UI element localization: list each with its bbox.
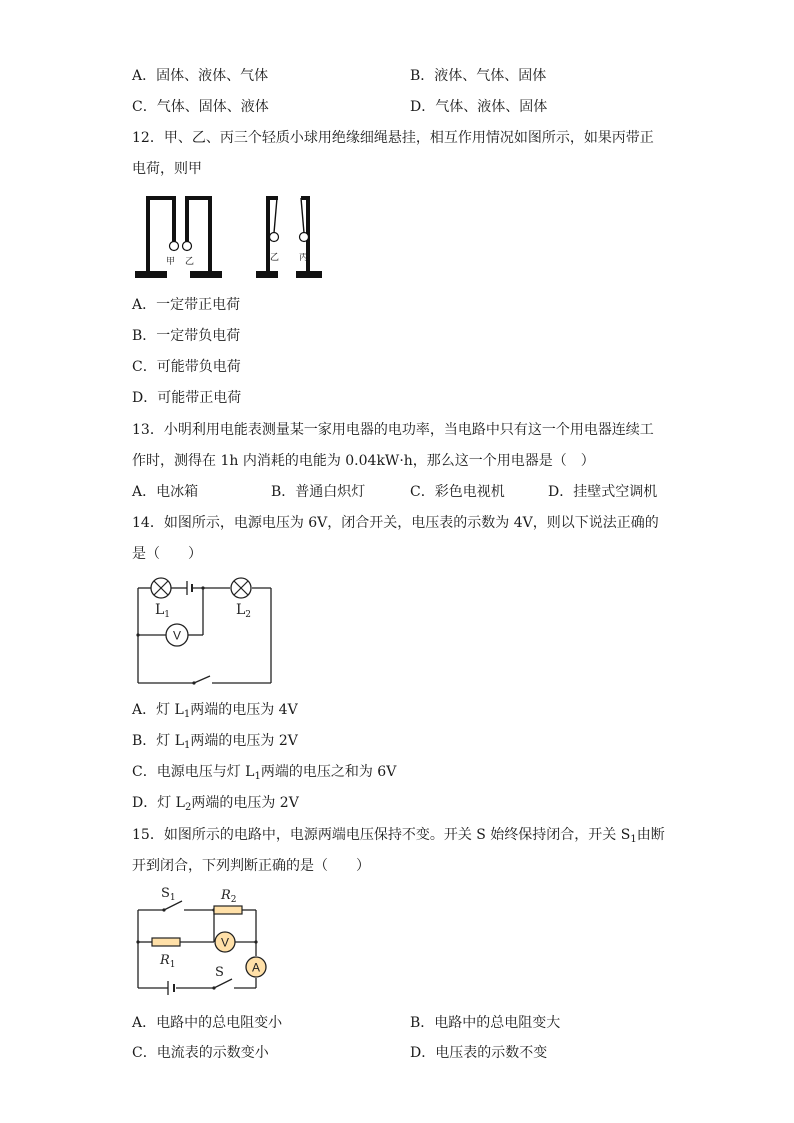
q14-option-c: C．电源电压与灯 $L_1$两端的电压之和为 6V bbox=[132, 764, 397, 782]
q12-option-b: B．一定带负电荷 bbox=[132, 328, 241, 344]
q14-lamp-l2 bbox=[231, 578, 251, 598]
q11-option-c: C．气体、固体、液体 bbox=[132, 99, 269, 115]
q15-circuit-diagram bbox=[130, 882, 280, 1002]
q12-ball-yi2 bbox=[270, 233, 279, 242]
q12-figure-hanging-balls bbox=[130, 190, 340, 285]
q11-option-d: D．气体、液体、固体 bbox=[410, 99, 548, 115]
q13-option-d: D．挂壁式空调机 bbox=[548, 484, 658, 500]
q15-label-s1: $S_1$ bbox=[161, 886, 176, 903]
q12-label-yi: 乙 bbox=[185, 257, 195, 267]
q14-option-d: D．灯 $L_2$两端的电压为 2V bbox=[132, 795, 299, 813]
q12-label-bing: 丙 bbox=[299, 253, 309, 263]
q13-stem-line1: 13．小明利用电能表测量某一家用电器的电功率，当电路中只有这一个用电器连续工 bbox=[132, 422, 654, 438]
q15-option-c: C．电流表的示数变小 bbox=[132, 1045, 269, 1061]
q12-ball-jia bbox=[170, 242, 179, 251]
q13-option-c: C．彩色电视机 bbox=[410, 484, 505, 500]
q14-voltmeter-label: V bbox=[172, 628, 182, 643]
q13-stem-line2: 作时，测得在 1h 内消耗的电能为 0.04kW·h，那么这一个用电器是（ ） bbox=[132, 453, 595, 469]
q14-switch-lever bbox=[194, 676, 210, 683]
q14-lamp-l1 bbox=[151, 578, 171, 598]
q15-voltmeter-label: V bbox=[220, 935, 230, 950]
q12-thread-yi2 bbox=[274, 198, 277, 233]
q14-option-a: A．灯 $L_1$两端的电压为 4V bbox=[132, 702, 298, 720]
q15-resistor-r2 bbox=[214, 906, 242, 914]
q15-ammeter-label: A bbox=[251, 960, 261, 975]
q12-ball-yi bbox=[183, 242, 192, 251]
q12-stem-line1: 12．甲、乙、丙三个轻质小球用绝缘细绳悬挂，相互作用情况如图所示，如果丙带正 bbox=[132, 130, 654, 146]
q14-circuit-diagram bbox=[130, 572, 280, 692]
q12-ball-bing bbox=[300, 233, 309, 242]
q12-thread-bing bbox=[301, 198, 304, 233]
q15-label-s: S bbox=[215, 965, 224, 980]
q12-label-yi2: 乙 bbox=[270, 253, 280, 263]
q12-option-a: A．一定带正电荷 bbox=[132, 297, 241, 313]
q15-resistor-r1 bbox=[152, 938, 180, 946]
q15-label-r2: $R_2$ bbox=[221, 888, 237, 905]
q15-stem-line2: 开到闭合，下列判断正确的是（ ） bbox=[132, 858, 370, 874]
q14-option-b: B．灯 $L_1$两端的电压为 2V bbox=[132, 733, 298, 751]
q14-stem-line2: 是（ ） bbox=[132, 546, 202, 562]
q12-base-left bbox=[135, 271, 167, 278]
q12-base-left2 bbox=[256, 271, 278, 278]
q14-label-l2: $L_2$ bbox=[236, 602, 252, 620]
q15-stem-line1: 15．如图所示的电路中，电源两端电压保持不变。开关 S 始终保持闭合，开关 $S_1$由断 bbox=[132, 827, 665, 845]
q15-option-d: D．电压表的示数不变 bbox=[410, 1045, 548, 1061]
q11-option-a: A．固体、液体、气体 bbox=[132, 68, 269, 84]
q12-base-right bbox=[190, 271, 222, 278]
q12-label-jia: 甲 bbox=[166, 257, 176, 267]
q13-option-a: A．电冰箱 bbox=[132, 484, 199, 500]
q15-option-a: A．电路中的总电阻变小 bbox=[132, 1015, 283, 1031]
q11-option-b: B．液体、气体、固体 bbox=[410, 68, 547, 84]
q12-option-c: C．可能带负电荷 bbox=[132, 359, 241, 375]
q12-option-d: D．可能带正电荷 bbox=[132, 390, 242, 406]
q12-stem-line2: 电荷，则甲 bbox=[132, 161, 202, 177]
q15-switch-s-lever bbox=[214, 979, 232, 988]
q13-option-b: B．普通白炽灯 bbox=[271, 484, 366, 500]
q15-option-b: B．电路中的总电阻变大 bbox=[410, 1015, 561, 1031]
q14-label-l1: $L_1$ bbox=[155, 602, 171, 620]
q15-label-r1: $R_1$ bbox=[160, 953, 176, 970]
q14-stem-line1: 14．如图所示，电源电压为 6V，闭合开关，电压表的示数为 4V，则以下说法正确的 bbox=[132, 515, 659, 531]
q12-base-right2 bbox=[296, 271, 322, 278]
